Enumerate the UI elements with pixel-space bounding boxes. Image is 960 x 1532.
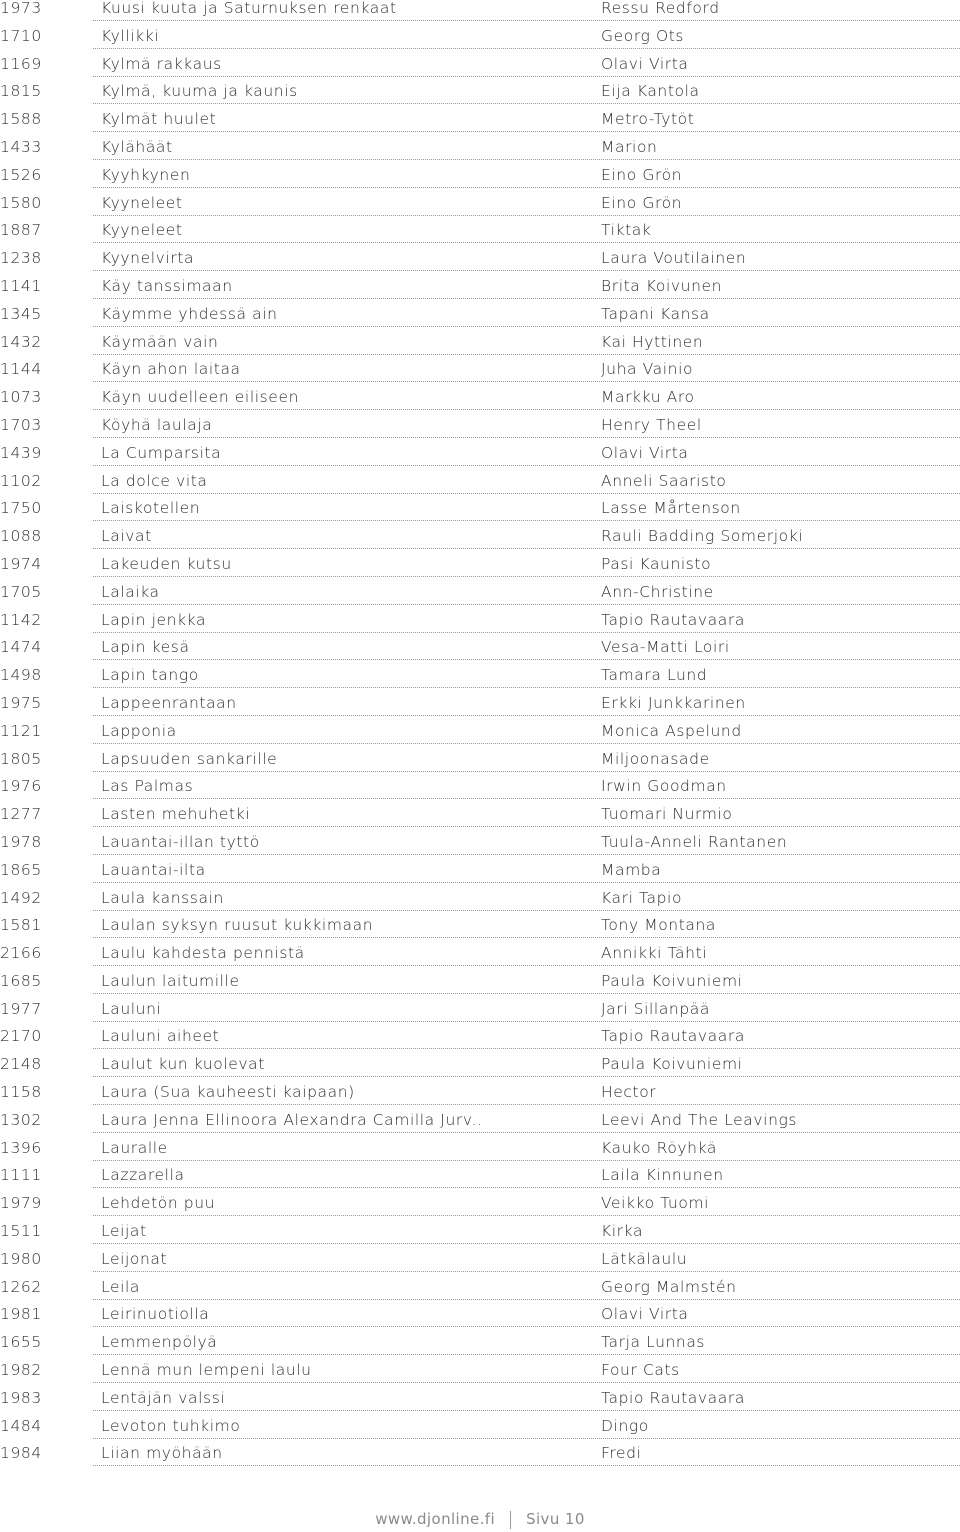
song-row bbox=[0, 361, 960, 389]
song-row bbox=[0, 28, 960, 56]
song-title: Lazzarella bbox=[101, 1166, 185, 1185]
song-row bbox=[0, 1362, 960, 1390]
song-artist: Tuula-Anneli Rantanen bbox=[601, 832, 788, 851]
song-artist: Lätkälaulu bbox=[601, 1249, 688, 1268]
song-artist: Dingo bbox=[601, 1416, 649, 1435]
song-number: 1983 bbox=[0, 1388, 42, 1407]
song-artist: Tapio Rautavaara bbox=[601, 1027, 745, 1046]
song-number: 1710 bbox=[0, 26, 42, 45]
row-divider bbox=[93, 576, 960, 577]
song-title: Laivat bbox=[101, 527, 152, 546]
song-number: 1277 bbox=[0, 805, 42, 824]
song-number: 1703 bbox=[0, 415, 42, 434]
song-artist: Georg Ots bbox=[601, 26, 685, 45]
song-number: 1141 bbox=[0, 276, 42, 295]
row-divider bbox=[93, 826, 960, 827]
song-row bbox=[0, 1279, 960, 1307]
song-number: 1439 bbox=[0, 443, 42, 462]
song-artist: Annikki Tähti bbox=[601, 944, 708, 963]
row-divider bbox=[93, 493, 960, 494]
song-artist: Tuomari Nurmio bbox=[601, 805, 733, 824]
song-number: 1484 bbox=[0, 1416, 42, 1435]
row-divider bbox=[93, 743, 960, 744]
song-artist: Eija Kantola bbox=[601, 82, 700, 101]
song-row bbox=[0, 1112, 960, 1140]
row-divider bbox=[93, 1243, 960, 1244]
song-artist: Marion bbox=[601, 137, 658, 156]
song-title: Kylmä rakkaus bbox=[101, 54, 222, 73]
song-title: Lauralle bbox=[101, 1138, 168, 1157]
row-divider bbox=[93, 409, 960, 410]
row-divider bbox=[93, 1382, 960, 1383]
row-divider bbox=[93, 1104, 960, 1105]
song-number: 1396 bbox=[0, 1138, 42, 1157]
footer-separator bbox=[510, 1511, 511, 1529]
song-row bbox=[0, 973, 960, 1001]
song-row bbox=[0, 945, 960, 973]
song-artist: Four Cats bbox=[601, 1361, 680, 1380]
song-row bbox=[0, 723, 960, 751]
song-number: 1433 bbox=[0, 137, 42, 156]
song-title: Lapin kesä bbox=[101, 638, 190, 657]
row-divider bbox=[93, 1438, 960, 1439]
song-title: Laura Jenna Ellinoora Alexandra Camilla Jurv.. bbox=[101, 1110, 483, 1129]
song-title: Lakeuden kutsu bbox=[101, 554, 232, 573]
song-artist: Kari Tapio bbox=[601, 888, 683, 907]
song-number: 1974 bbox=[0, 554, 42, 573]
song-number: 1805 bbox=[0, 749, 42, 768]
song-row bbox=[0, 250, 960, 278]
row-divider bbox=[93, 1410, 960, 1411]
song-number: 2170 bbox=[0, 1027, 42, 1046]
song-artist: Veikko Tuomi bbox=[601, 1194, 710, 1213]
song-number: 1588 bbox=[0, 110, 42, 129]
song-row bbox=[0, 417, 960, 445]
song-row bbox=[0, 1306, 960, 1334]
song-artist: Tapani Kansa bbox=[601, 304, 710, 323]
song-title: Käymme yhdessä ain bbox=[101, 304, 278, 323]
song-number: 1976 bbox=[0, 777, 42, 796]
song-number: 1526 bbox=[0, 165, 42, 184]
song-row bbox=[0, 1195, 960, 1223]
song-title: Laura (Sua kauheesti kaipaan) bbox=[101, 1083, 355, 1102]
song-row bbox=[0, 528, 960, 556]
song-number: 1750 bbox=[0, 499, 42, 518]
song-artist: Ressu Redford bbox=[601, 0, 720, 17]
row-divider bbox=[93, 1160, 960, 1161]
song-artist: Erkki Junkkarinen bbox=[601, 693, 746, 712]
song-row bbox=[0, 473, 960, 501]
song-number: 1169 bbox=[0, 54, 42, 73]
song-row bbox=[0, 445, 960, 473]
row-divider bbox=[93, 604, 960, 605]
song-title: Leijat bbox=[101, 1222, 147, 1241]
song-title: Laula kanssain bbox=[101, 888, 224, 907]
row-divider bbox=[93, 270, 960, 271]
song-title: Laulut kun kuolevat bbox=[101, 1055, 265, 1074]
song-row bbox=[0, 56, 960, 84]
song-row bbox=[0, 917, 960, 945]
song-number: 1581 bbox=[0, 916, 42, 935]
song-row bbox=[0, 389, 960, 417]
song-number: 1345 bbox=[0, 304, 42, 323]
song-row bbox=[0, 890, 960, 918]
row-divider bbox=[93, 187, 960, 188]
song-artist: Eino Grön bbox=[601, 193, 683, 212]
song-artist: Rauli Badding Somerjoki bbox=[601, 527, 804, 546]
song-title: Lehdetön puu bbox=[101, 1194, 216, 1213]
song-row bbox=[0, 278, 960, 306]
song-number: 1302 bbox=[0, 1110, 42, 1129]
footer-page-number: Sivu 10 bbox=[526, 1510, 585, 1528]
song-row bbox=[0, 1418, 960, 1446]
song-title: Lauluni aiheet bbox=[101, 1027, 220, 1046]
song-title: Kyyneleet bbox=[101, 221, 183, 240]
song-title: Lapin tango bbox=[101, 666, 199, 685]
song-number: 1432 bbox=[0, 332, 42, 351]
song-artist: Kirka bbox=[601, 1222, 644, 1241]
song-title: Käy tanssimaan bbox=[101, 276, 233, 295]
song-title: Kyynelvirta bbox=[101, 249, 195, 268]
song-artist: Hector bbox=[601, 1083, 657, 1102]
song-artist: Tapio Rautavaara bbox=[601, 610, 745, 629]
song-title: Köyhä laulaja bbox=[101, 415, 213, 434]
song-number: 1977 bbox=[0, 999, 42, 1018]
song-row bbox=[0, 0, 960, 28]
song-title: Kyyneleet bbox=[101, 193, 183, 212]
song-artist: Mamba bbox=[601, 860, 662, 879]
row-divider bbox=[93, 20, 960, 21]
row-divider bbox=[93, 76, 960, 77]
song-number: 1142 bbox=[0, 610, 42, 629]
song-artist: Tiktak bbox=[601, 221, 652, 240]
page-footer bbox=[0, 1510, 960, 1529]
song-artist: Tapio Rautavaara bbox=[601, 1388, 745, 1407]
row-divider bbox=[93, 1299, 960, 1300]
song-title: Laulu kahdesta pennistä bbox=[101, 944, 305, 963]
row-divider bbox=[93, 687, 960, 688]
song-artist: Tony Montana bbox=[601, 916, 717, 935]
song-number: 1973 bbox=[0, 0, 42, 17]
song-title: Lauantai-illan tyttö bbox=[101, 832, 260, 851]
song-row bbox=[0, 1028, 960, 1056]
song-title: Kuusi kuuta ja Saturnuksen renkaat bbox=[101, 0, 397, 17]
song-number: 2148 bbox=[0, 1055, 42, 1074]
song-row bbox=[0, 806, 960, 834]
song-number: 1144 bbox=[0, 360, 42, 379]
row-divider bbox=[93, 381, 960, 382]
row-divider bbox=[93, 632, 960, 633]
song-artist: Henry Theel bbox=[601, 415, 702, 434]
song-title: Lemmenpölyä bbox=[101, 1333, 218, 1352]
song-row bbox=[0, 1390, 960, 1418]
song-title: Leila bbox=[101, 1277, 141, 1296]
song-number: 1984 bbox=[0, 1444, 42, 1463]
row-divider bbox=[93, 103, 960, 104]
song-number: 1982 bbox=[0, 1361, 42, 1380]
song-row bbox=[0, 612, 960, 640]
song-row bbox=[0, 1445, 960, 1473]
song-number: 1073 bbox=[0, 388, 42, 407]
song-artist: Olavi Virta bbox=[601, 54, 689, 73]
song-row bbox=[0, 667, 960, 695]
song-artist: Tamara Lund bbox=[601, 666, 708, 685]
song-row bbox=[0, 1084, 960, 1112]
song-number: 1121 bbox=[0, 721, 42, 740]
row-divider bbox=[93, 437, 960, 438]
song-title: Lentäjän valssi bbox=[101, 1388, 226, 1407]
row-divider bbox=[93, 910, 960, 911]
song-artist: Metro-Tytöt bbox=[601, 110, 695, 129]
song-row bbox=[0, 1334, 960, 1362]
song-number: 1887 bbox=[0, 221, 42, 240]
song-number: 1980 bbox=[0, 1249, 42, 1268]
song-row bbox=[0, 862, 960, 890]
song-row bbox=[0, 167, 960, 195]
song-artist: Tarja Lunnas bbox=[601, 1333, 706, 1352]
footer-website: www.djonline.fi bbox=[375, 1510, 496, 1528]
song-row bbox=[0, 1056, 960, 1084]
song-row bbox=[0, 1251, 960, 1279]
row-divider bbox=[93, 326, 960, 327]
row-divider bbox=[93, 215, 960, 216]
song-row bbox=[0, 556, 960, 584]
song-title: La dolce vita bbox=[101, 471, 208, 490]
song-artist: Pasi Kaunisto bbox=[601, 554, 712, 573]
song-artist: Brita Koivunen bbox=[601, 276, 723, 295]
song-number: 1102 bbox=[0, 471, 42, 490]
row-divider bbox=[93, 1271, 960, 1272]
song-title: Lennä mun lempeni laulu bbox=[101, 1361, 312, 1380]
song-number: 1498 bbox=[0, 666, 42, 685]
song-artist: Paula Koivuniemi bbox=[601, 1055, 743, 1074]
song-artist: Fredi bbox=[601, 1444, 642, 1463]
song-row bbox=[0, 139, 960, 167]
song-number: 1474 bbox=[0, 638, 42, 657]
song-artist: Juha Vainio bbox=[601, 360, 694, 379]
song-row bbox=[0, 695, 960, 723]
song-title: Kylmä, kuuma ja kaunis bbox=[101, 82, 298, 101]
song-number: 1655 bbox=[0, 1333, 42, 1352]
song-artist: Monica Aspelund bbox=[601, 721, 742, 740]
song-number: 1979 bbox=[0, 1194, 42, 1213]
song-title: Lapponia bbox=[101, 721, 177, 740]
song-number: 1978 bbox=[0, 832, 42, 851]
song-row bbox=[0, 1167, 960, 1195]
song-title: Lasten mehuhetki bbox=[101, 805, 251, 824]
row-divider bbox=[93, 159, 960, 160]
song-artist: Markku Aro bbox=[601, 388, 695, 407]
song-number: 1158 bbox=[0, 1083, 42, 1102]
row-divider bbox=[93, 882, 960, 883]
song-artist: Laila Kinnunen bbox=[601, 1166, 724, 1185]
song-row bbox=[0, 639, 960, 667]
song-title: Las Palmas bbox=[101, 777, 194, 796]
song-row bbox=[0, 778, 960, 806]
song-title: Leijonat bbox=[101, 1249, 168, 1268]
song-artist: Kai Hyttinen bbox=[601, 332, 704, 351]
song-number: 1238 bbox=[0, 249, 42, 268]
song-artist: Georg Malmstén bbox=[601, 1277, 737, 1296]
song-row bbox=[0, 1223, 960, 1251]
song-number: 1511 bbox=[0, 1222, 42, 1241]
song-number: 1815 bbox=[0, 82, 42, 101]
song-title: Kylmät huulet bbox=[101, 110, 217, 129]
row-divider bbox=[93, 298, 960, 299]
song-title: Lapsuuden sankarille bbox=[101, 749, 278, 768]
row-divider bbox=[93, 659, 960, 660]
song-artist: Leevi And The Leavings bbox=[601, 1110, 798, 1129]
row-divider bbox=[93, 965, 960, 966]
song-row bbox=[0, 306, 960, 334]
song-number: 1685 bbox=[0, 971, 42, 990]
song-artist: Eino Grön bbox=[601, 165, 683, 184]
row-divider bbox=[93, 354, 960, 355]
row-divider bbox=[93, 798, 960, 799]
song-title: Käyn ahon laitaa bbox=[101, 360, 241, 379]
song-number: 1705 bbox=[0, 582, 42, 601]
song-number: 1262 bbox=[0, 1277, 42, 1296]
song-title: Levoton tuhkimo bbox=[101, 1416, 241, 1435]
row-divider bbox=[93, 1076, 960, 1077]
song-row bbox=[0, 334, 960, 362]
song-number: 1492 bbox=[0, 888, 42, 907]
song-artist: Anneli Saaristo bbox=[601, 471, 727, 490]
song-artist: Paula Koivuniemi bbox=[601, 971, 743, 990]
song-artist: Miljoonasade bbox=[601, 749, 710, 768]
song-row bbox=[0, 222, 960, 250]
row-divider bbox=[93, 1326, 960, 1327]
song-artist: Laura Voutilainen bbox=[601, 249, 747, 268]
song-title: Kyllikki bbox=[101, 26, 160, 45]
song-row bbox=[0, 1140, 960, 1168]
row-divider bbox=[93, 48, 960, 49]
row-divider bbox=[93, 242, 960, 243]
song-artist: Irwin Goodman bbox=[601, 777, 727, 796]
song-artist: Jari Sillanpää bbox=[601, 999, 710, 1018]
song-artist: Lasse Mårtenson bbox=[601, 499, 741, 518]
song-number: 1088 bbox=[0, 527, 42, 546]
song-title: Laulun laitumille bbox=[101, 971, 240, 990]
song-title: Lauluni bbox=[101, 999, 162, 1018]
song-title: Laulan syksyn ruusut kukkimaan bbox=[101, 916, 374, 935]
row-divider bbox=[93, 1215, 960, 1216]
row-divider bbox=[93, 465, 960, 466]
song-title: Käymään vain bbox=[101, 332, 219, 351]
row-divider bbox=[93, 131, 960, 132]
song-row bbox=[0, 751, 960, 779]
song-row bbox=[0, 1001, 960, 1029]
song-number: 1111 bbox=[0, 1166, 42, 1185]
song-title: Lauantai-ilta bbox=[101, 860, 206, 879]
song-artist: Ann-Christine bbox=[601, 582, 714, 601]
row-divider bbox=[93, 715, 960, 716]
row-divider bbox=[93, 771, 960, 772]
song-title: Käyn uudelleen eiliseen bbox=[101, 388, 299, 407]
song-number: 1580 bbox=[0, 193, 42, 212]
row-divider bbox=[93, 1048, 960, 1049]
song-title: Lappeenrantaan bbox=[101, 693, 237, 712]
song-artist: Vesa-Matti Loiri bbox=[601, 638, 730, 657]
song-number: 1975 bbox=[0, 693, 42, 712]
song-title: Lapin jenkka bbox=[101, 610, 207, 629]
song-title: Laiskotellen bbox=[101, 499, 201, 518]
song-number: 2166 bbox=[0, 944, 42, 963]
row-divider bbox=[93, 1187, 960, 1188]
song-title: Leirinuotiolla bbox=[101, 1305, 210, 1324]
song-row bbox=[0, 584, 960, 612]
song-title: La Cumparsita bbox=[101, 443, 222, 462]
song-row bbox=[0, 111, 960, 139]
song-number: 1981 bbox=[0, 1305, 42, 1324]
row-divider bbox=[93, 520, 960, 521]
row-divider bbox=[93, 937, 960, 938]
song-row bbox=[0, 83, 960, 111]
row-divider bbox=[93, 1132, 960, 1133]
song-row bbox=[0, 195, 960, 223]
row-divider bbox=[93, 1465, 960, 1466]
song-artist: Kauko Röyhkä bbox=[601, 1138, 718, 1157]
row-divider bbox=[93, 1354, 960, 1355]
song-artist: Olavi Virta bbox=[601, 1305, 689, 1324]
song-title: Lalaika bbox=[101, 582, 160, 601]
song-artist: Olavi Virta bbox=[601, 443, 689, 462]
row-divider bbox=[93, 993, 960, 994]
row-divider bbox=[93, 1021, 960, 1022]
song-number: 1865 bbox=[0, 860, 42, 879]
row-divider bbox=[93, 548, 960, 549]
song-title: Kyyhkynen bbox=[101, 165, 191, 184]
song-title: Liian myöhään bbox=[101, 1444, 223, 1463]
song-row bbox=[0, 834, 960, 862]
song-row bbox=[0, 500, 960, 528]
song-title: Kylähäät bbox=[101, 137, 173, 156]
row-divider bbox=[93, 854, 960, 855]
